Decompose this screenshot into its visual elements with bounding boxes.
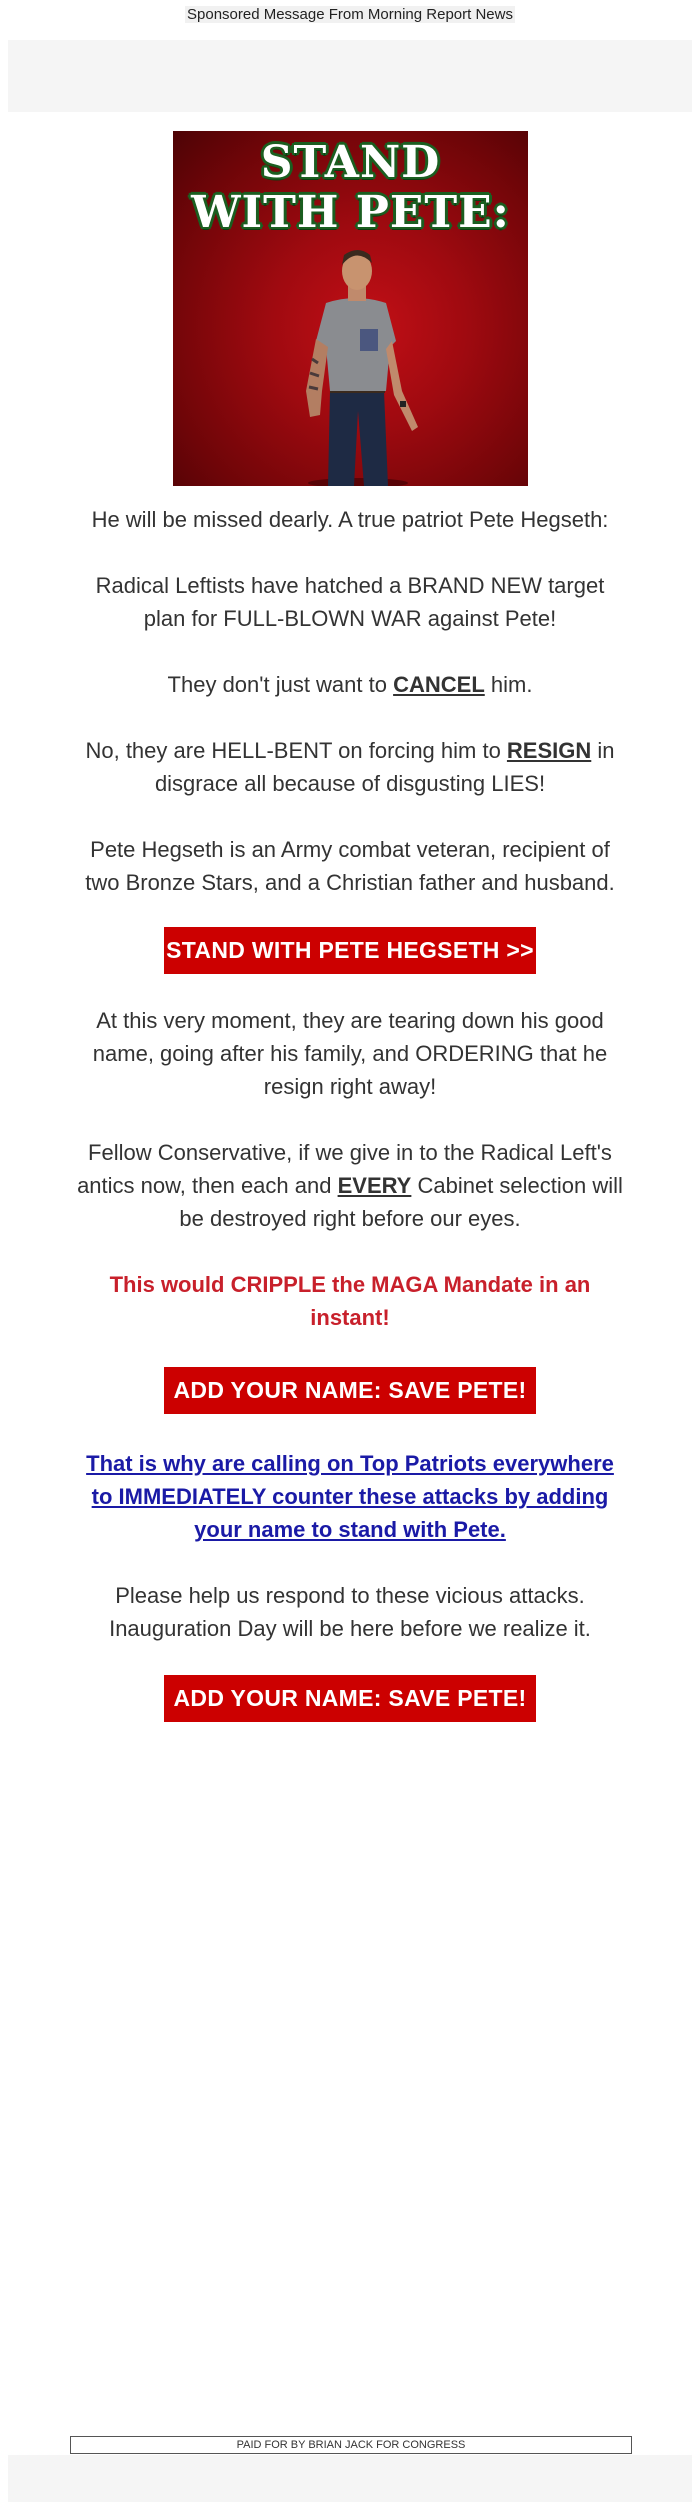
hero-title-line2: WITH PETE: xyxy=(191,187,510,238)
cripple-heading: This would CRIPPLE the MAGA Mandate in an instant! xyxy=(109,1272,591,1330)
target-plan-paragraph: Radical Leftists have hatched a BRAND NEW target plan for FULL-BLOWN WAR against Pete! xyxy=(95,573,605,631)
add-your-name-button-1[interactable]: ADD YOUR NAME: SAVE PETE! xyxy=(164,1367,536,1414)
bottom-banner-placeholder xyxy=(8,2455,692,2502)
sponsor-banner xyxy=(0,0,700,30)
cta1-wrapper xyxy=(75,927,625,974)
intro-paragraph: He will be missed dearly. A true patriot Pete Hegseth: xyxy=(91,507,609,532)
call-to-patriots-link[interactable]: That is why are calling on Top Patriots everywhere to IMMEDIATELY counter these attacks by adding your name to stand with Pete. xyxy=(86,1451,614,1542)
cancel-emphasis: CANCEL xyxy=(393,672,485,697)
message-body xyxy=(75,503,625,1757)
every-emphasis: EVERY xyxy=(337,1173,412,1198)
sponsor-text: Sponsored Message From Morning Report News xyxy=(187,6,513,23)
top-banner-placeholder xyxy=(8,40,692,112)
resign-paragraph: No, they are HELL-BENT on forcing him to RESIGN in disgrace all because of disgusting LIES! xyxy=(85,738,615,796)
resign-emphasis: RESIGN xyxy=(506,738,592,763)
cta2-wrapper xyxy=(75,1367,625,1414)
hero-title-line1: STAND xyxy=(260,137,441,188)
add-your-name-button-2[interactable]: ADD YOUR NAME: SAVE PETE! xyxy=(164,1675,536,1722)
conservative-paragraph: Fellow Conservative, if we give in to the Radical Left's antics now, then each and EVERY Cabinet selection will be destroyed right before our eyes. xyxy=(77,1140,623,1231)
tearing-down-paragraph: At this very moment, they are tearing down his good name, going after his family, and ORDERING that he resign right away! xyxy=(92,1008,608,1099)
stand-with-pete-button[interactable]: STAND WITH PETE HEGSETH >> xyxy=(164,927,536,974)
paid-for-disclaimer: PAID FOR BY BRIAN JACK FOR CONGRESS xyxy=(70,2436,632,2454)
cancel-paragraph: They don't just want to CANCEL him. xyxy=(167,672,533,697)
cta3-wrapper xyxy=(75,1675,625,1722)
hero-image[interactable] xyxy=(173,131,528,486)
bio-paragraph: Pete Hegseth is an Army combat veteran, recipient of two Bronze Stars, and a Christian father and husband. xyxy=(85,837,615,895)
respond-paragraph: Please help us respond to these vicious attacks. Inauguration Day will be here before we realize it. xyxy=(109,1583,591,1641)
person-photo xyxy=(268,241,448,486)
